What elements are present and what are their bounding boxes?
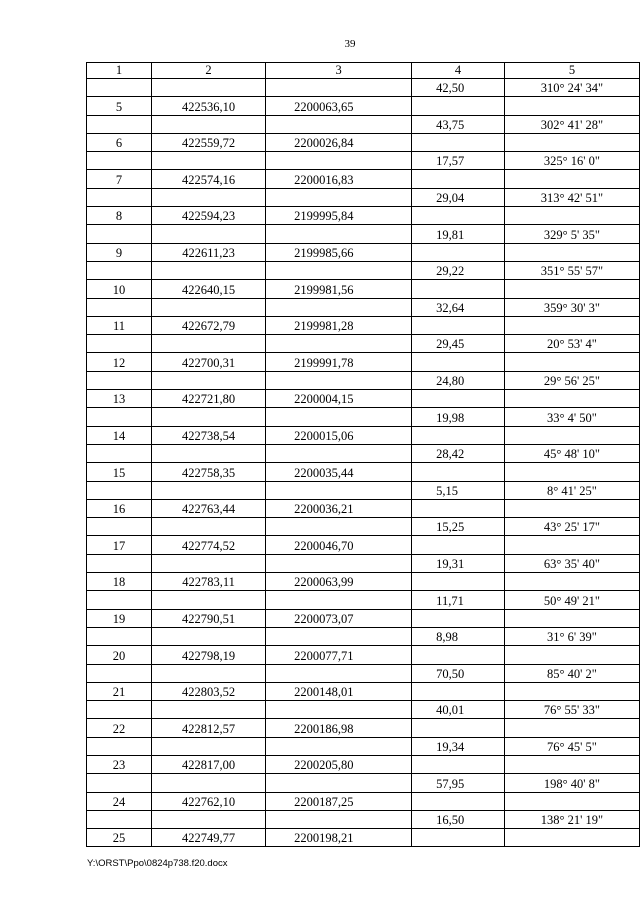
- table-row: [87, 463, 640, 481]
- x-coordinate-cell: [151, 737, 265, 755]
- point-number-cell: [87, 115, 152, 133]
- point-number-cell: 21: [87, 682, 152, 700]
- point-number-cell: [87, 371, 152, 389]
- direction-angle-cell: 63° 35' 40": [504, 554, 639, 572]
- y-coordinate-cell: 2200077,71: [266, 646, 412, 664]
- y-coordinate-cell: [266, 371, 412, 389]
- segment-length-cell: 19,98: [412, 408, 505, 426]
- point-number-cell: [87, 225, 152, 243]
- direction-angle-cell: 198° 40' 8": [504, 774, 639, 792]
- segment-length-cell: [412, 536, 505, 554]
- x-coordinate-cell: 422783,11: [151, 573, 265, 591]
- point-number-cell: 17: [87, 536, 152, 554]
- segment-length-cell: 28,42: [412, 444, 505, 462]
- direction-angle-cell: [504, 499, 639, 517]
- x-coordinate-cell: [151, 225, 265, 243]
- x-coordinate-cell: 422574,16: [151, 170, 265, 188]
- segment-length-cell: 8,98: [412, 627, 505, 645]
- y-coordinate-cell: [266, 79, 412, 97]
- table-row: [87, 225, 640, 243]
- column-header-1: 1: [87, 63, 152, 79]
- table-header-row: [87, 63, 640, 79]
- table-row: [87, 609, 640, 627]
- direction-angle-cell: 29° 56' 25": [504, 371, 639, 389]
- point-number-cell: [87, 591, 152, 609]
- y-coordinate-cell: [266, 591, 412, 609]
- page-number: 39: [344, 38, 356, 50]
- point-number-cell: [87, 79, 152, 97]
- point-number-cell: [87, 481, 152, 499]
- table-row: [87, 573, 640, 591]
- segment-length-cell: [412, 426, 505, 444]
- table-row: [87, 371, 640, 389]
- y-coordinate-cell: [266, 335, 412, 353]
- segment-length-cell: [412, 390, 505, 408]
- point-number-cell: 13: [87, 390, 152, 408]
- direction-angle-cell: 313° 42' 51": [504, 188, 639, 206]
- point-number-cell: 7: [87, 170, 152, 188]
- point-number-cell: [87, 810, 152, 828]
- direction-angle-cell: [504, 280, 639, 298]
- x-coordinate-cell: [151, 701, 265, 719]
- column-header-5: 5: [504, 63, 639, 79]
- y-coordinate-cell: 2200026,84: [266, 133, 412, 151]
- x-coordinate-cell: 422672,79: [151, 316, 265, 334]
- point-number-cell: 25: [87, 829, 152, 847]
- direction-angle-cell: [504, 97, 639, 115]
- direction-angle-cell: 20° 53' 4": [504, 335, 639, 353]
- y-coordinate-cell: 2200036,21: [266, 499, 412, 517]
- y-coordinate-cell: [266, 737, 412, 755]
- segment-length-cell: [412, 316, 505, 334]
- x-coordinate-cell: 422559,72: [151, 133, 265, 151]
- direction-angle-cell: [504, 133, 639, 151]
- x-coordinate-cell: 422640,15: [151, 280, 265, 298]
- segment-length-cell: 29,45: [412, 335, 505, 353]
- segment-length-cell: 40,01: [412, 701, 505, 719]
- point-number-cell: [87, 152, 152, 170]
- table-row: [87, 719, 640, 737]
- x-coordinate-cell: [151, 79, 265, 97]
- point-number-cell: 16: [87, 499, 152, 517]
- coordinates-table-body: [87, 63, 640, 847]
- table-row: [87, 774, 640, 792]
- direction-angle-cell: 329° 5' 35": [504, 225, 639, 243]
- x-coordinate-cell: [151, 335, 265, 353]
- x-coordinate-cell: [151, 152, 265, 170]
- table-row: [87, 810, 640, 828]
- y-coordinate-cell: 2199991,78: [266, 353, 412, 371]
- direction-angle-cell: 76° 45' 5": [504, 737, 639, 755]
- column-header-2: 2: [151, 63, 265, 79]
- x-coordinate-cell: 422749,77: [151, 829, 265, 847]
- point-number-cell: [87, 298, 152, 316]
- y-coordinate-cell: [266, 188, 412, 206]
- segment-length-cell: 42,50: [412, 79, 505, 97]
- segment-length-cell: [412, 682, 505, 700]
- table-row: [87, 243, 640, 261]
- direction-angle-cell: 138° 21' 19": [504, 810, 639, 828]
- table-row: [87, 335, 640, 353]
- direction-angle-cell: [504, 609, 639, 627]
- y-coordinate-cell: [266, 627, 412, 645]
- x-coordinate-cell: 422798,19: [151, 646, 265, 664]
- segment-length-cell: [412, 755, 505, 773]
- direction-angle-cell: 33° 4' 50": [504, 408, 639, 426]
- point-number-cell: 18: [87, 573, 152, 591]
- segment-length-cell: [412, 829, 505, 847]
- y-coordinate-cell: 2199981,56: [266, 280, 412, 298]
- y-coordinate-cell: [266, 810, 412, 828]
- segment-length-cell: 70,50: [412, 664, 505, 682]
- segment-length-cell: 29,22: [412, 261, 505, 279]
- point-number-cell: [87, 774, 152, 792]
- table-row: [87, 591, 640, 609]
- table-row: [87, 682, 640, 700]
- x-coordinate-cell: [151, 261, 265, 279]
- segment-length-cell: 19,31: [412, 554, 505, 572]
- segment-length-cell: [412, 243, 505, 261]
- y-coordinate-cell: [266, 664, 412, 682]
- direction-angle-cell: [504, 353, 639, 371]
- x-coordinate-cell: [151, 664, 265, 682]
- point-number-cell: 20: [87, 646, 152, 664]
- x-coordinate-cell: 422817,00: [151, 755, 265, 773]
- y-coordinate-cell: 2200004,15: [266, 390, 412, 408]
- table-row: [87, 701, 640, 719]
- table-row: [87, 133, 640, 151]
- y-coordinate-cell: 2199985,66: [266, 243, 412, 261]
- table-row: [87, 554, 640, 572]
- x-coordinate-cell: 422790,51: [151, 609, 265, 627]
- y-coordinate-cell: 2200016,83: [266, 170, 412, 188]
- direction-angle-cell: 85° 40' 2": [504, 664, 639, 682]
- y-coordinate-cell: [266, 481, 412, 499]
- direction-angle-cell: 359° 30' 3": [504, 298, 639, 316]
- x-coordinate-cell: 422721,80: [151, 390, 265, 408]
- x-coordinate-cell: 422763,44: [151, 499, 265, 517]
- segment-length-cell: [412, 133, 505, 151]
- segment-length-cell: 11,71: [412, 591, 505, 609]
- point-number-cell: [87, 627, 152, 645]
- coordinates-table: [86, 62, 640, 847]
- segment-length-cell: 43,75: [412, 115, 505, 133]
- point-number-cell: [87, 554, 152, 572]
- direction-angle-cell: 302° 41' 28": [504, 115, 639, 133]
- point-number-cell: 14: [87, 426, 152, 444]
- column-header-3: 3: [266, 63, 412, 79]
- x-coordinate-cell: 422758,35: [151, 463, 265, 481]
- y-coordinate-cell: [266, 225, 412, 243]
- direction-angle-cell: 45° 48' 10": [504, 444, 639, 462]
- direction-angle-cell: [504, 390, 639, 408]
- point-number-cell: [87, 444, 152, 462]
- direction-angle-cell: [504, 170, 639, 188]
- point-number-cell: [87, 518, 152, 536]
- point-number-cell: 10: [87, 280, 152, 298]
- y-coordinate-cell: [266, 701, 412, 719]
- segment-length-cell: [412, 792, 505, 810]
- table-row: [87, 353, 640, 371]
- point-number-cell: 15: [87, 463, 152, 481]
- point-number-cell: 12: [87, 353, 152, 371]
- table-row: [87, 426, 640, 444]
- point-number-cell: 6: [87, 133, 152, 151]
- table-row: [87, 97, 640, 115]
- point-number-cell: [87, 664, 152, 682]
- direction-angle-cell: 31° 6' 39": [504, 627, 639, 645]
- segment-length-cell: 19,34: [412, 737, 505, 755]
- point-number-cell: 9: [87, 243, 152, 261]
- x-coordinate-cell: [151, 115, 265, 133]
- table-row: [87, 518, 640, 536]
- footer-file-path: Y:\ORST\Ppo\0824p738.f20.docx: [87, 858, 228, 869]
- table-row: [87, 298, 640, 316]
- segment-length-cell: 17,57: [412, 152, 505, 170]
- y-coordinate-cell: [266, 152, 412, 170]
- y-coordinate-cell: 2200063,65: [266, 97, 412, 115]
- table-row: [87, 170, 640, 188]
- segment-length-cell: [412, 463, 505, 481]
- point-number-cell: 19: [87, 609, 152, 627]
- table-row: [87, 792, 640, 810]
- direction-angle-cell: 8° 41' 25": [504, 481, 639, 499]
- point-number-cell: 11: [87, 316, 152, 334]
- x-coordinate-cell: [151, 774, 265, 792]
- direction-angle-cell: [504, 755, 639, 773]
- y-coordinate-cell: 2200015,06: [266, 426, 412, 444]
- table-row: [87, 627, 640, 645]
- x-coordinate-cell: [151, 371, 265, 389]
- y-coordinate-cell: 2200073,07: [266, 609, 412, 627]
- segment-length-cell: 24,80: [412, 371, 505, 389]
- segment-length-cell: 57,95: [412, 774, 505, 792]
- x-coordinate-cell: [151, 810, 265, 828]
- y-coordinate-cell: 2200186,98: [266, 719, 412, 737]
- table-row: [87, 536, 640, 554]
- y-coordinate-cell: [266, 261, 412, 279]
- y-coordinate-cell: [266, 298, 412, 316]
- direction-angle-cell: [504, 646, 639, 664]
- point-number-cell: 5: [87, 97, 152, 115]
- table-row: [87, 829, 640, 847]
- direction-angle-cell: 50° 49' 21": [504, 591, 639, 609]
- point-number-cell: [87, 335, 152, 353]
- x-coordinate-cell: [151, 518, 265, 536]
- y-coordinate-cell: 2200046,70: [266, 536, 412, 554]
- direction-angle-cell: 310° 24' 34": [504, 79, 639, 97]
- x-coordinate-cell: 422803,52: [151, 682, 265, 700]
- x-coordinate-cell: [151, 554, 265, 572]
- table-row: [87, 152, 640, 170]
- point-number-cell: [87, 737, 152, 755]
- table-row: [87, 115, 640, 133]
- direction-angle-cell: 325° 16' 0": [504, 152, 639, 170]
- y-coordinate-cell: [266, 518, 412, 536]
- x-coordinate-cell: 422812,57: [151, 719, 265, 737]
- table-row: [87, 408, 640, 426]
- x-coordinate-cell: 422762,10: [151, 792, 265, 810]
- table-row: [87, 664, 640, 682]
- segment-length-cell: 29,04: [412, 188, 505, 206]
- y-coordinate-cell: 2200205,80: [266, 755, 412, 773]
- table-row: [87, 755, 640, 773]
- direction-angle-cell: [504, 682, 639, 700]
- x-coordinate-cell: [151, 444, 265, 462]
- x-coordinate-cell: 422738,54: [151, 426, 265, 444]
- direction-angle-cell: 76° 55' 33": [504, 701, 639, 719]
- table-row: [87, 499, 640, 517]
- table-row: [87, 261, 640, 279]
- segment-length-cell: [412, 170, 505, 188]
- segment-length-cell: [412, 280, 505, 298]
- segment-length-cell: 15,25: [412, 518, 505, 536]
- y-coordinate-cell: [266, 444, 412, 462]
- direction-angle-cell: [504, 536, 639, 554]
- x-coordinate-cell: [151, 298, 265, 316]
- segment-length-cell: [412, 646, 505, 664]
- point-number-cell: 24: [87, 792, 152, 810]
- x-coordinate-cell: 422536,10: [151, 97, 265, 115]
- x-coordinate-cell: 422594,23: [151, 207, 265, 225]
- direction-angle-cell: 43° 25' 17": [504, 518, 639, 536]
- point-number-cell: 23: [87, 755, 152, 773]
- point-number-cell: 22: [87, 719, 152, 737]
- y-coordinate-cell: [266, 554, 412, 572]
- direction-angle-cell: [504, 573, 639, 591]
- y-coordinate-cell: 2199995,84: [266, 207, 412, 225]
- point-number-cell: [87, 188, 152, 206]
- table-row: [87, 390, 640, 408]
- segment-length-cell: 19,81: [412, 225, 505, 243]
- y-coordinate-cell: [266, 115, 412, 133]
- table-row: [87, 280, 640, 298]
- table-row: [87, 737, 640, 755]
- table-row: [87, 207, 640, 225]
- table-row: [87, 481, 640, 499]
- table-row: [87, 79, 640, 97]
- x-coordinate-cell: [151, 627, 265, 645]
- direction-angle-cell: [504, 792, 639, 810]
- segment-length-cell: [412, 573, 505, 591]
- direction-angle-cell: [504, 829, 639, 847]
- y-coordinate-cell: 2200187,25: [266, 792, 412, 810]
- direction-angle-cell: [504, 463, 639, 481]
- segment-length-cell: [412, 719, 505, 737]
- segment-length-cell: 5,15: [412, 481, 505, 499]
- direction-angle-cell: 351° 55' 57": [504, 261, 639, 279]
- x-coordinate-cell: 422611,23: [151, 243, 265, 261]
- table-row: [87, 444, 640, 462]
- y-coordinate-cell: 2200148,01: [266, 682, 412, 700]
- x-coordinate-cell: [151, 408, 265, 426]
- column-header-4: 4: [412, 63, 505, 79]
- x-coordinate-cell: 422774,52: [151, 536, 265, 554]
- y-coordinate-cell: [266, 408, 412, 426]
- segment-length-cell: 16,50: [412, 810, 505, 828]
- y-coordinate-cell: [266, 774, 412, 792]
- segment-length-cell: [412, 353, 505, 371]
- direction-angle-cell: [504, 207, 639, 225]
- x-coordinate-cell: [151, 188, 265, 206]
- segment-length-cell: 32,64: [412, 298, 505, 316]
- segment-length-cell: [412, 609, 505, 627]
- y-coordinate-cell: 2200198,21: [266, 829, 412, 847]
- direction-angle-cell: [504, 316, 639, 334]
- direction-angle-cell: [504, 719, 639, 737]
- segment-length-cell: [412, 207, 505, 225]
- direction-angle-cell: [504, 243, 639, 261]
- table-row: [87, 646, 640, 664]
- point-number-cell: [87, 261, 152, 279]
- y-coordinate-cell: 2199981,28: [266, 316, 412, 334]
- x-coordinate-cell: [151, 591, 265, 609]
- segment-length-cell: [412, 499, 505, 517]
- x-coordinate-cell: [151, 481, 265, 499]
- point-number-cell: 8: [87, 207, 152, 225]
- segment-length-cell: [412, 97, 505, 115]
- y-coordinate-cell: 2200063,99: [266, 573, 412, 591]
- table-row: [87, 316, 640, 334]
- y-coordinate-cell: 2200035,44: [266, 463, 412, 481]
- x-coordinate-cell: 422700,31: [151, 353, 265, 371]
- table-row: [87, 188, 640, 206]
- point-number-cell: [87, 408, 152, 426]
- point-number-cell: [87, 701, 152, 719]
- direction-angle-cell: [504, 426, 639, 444]
